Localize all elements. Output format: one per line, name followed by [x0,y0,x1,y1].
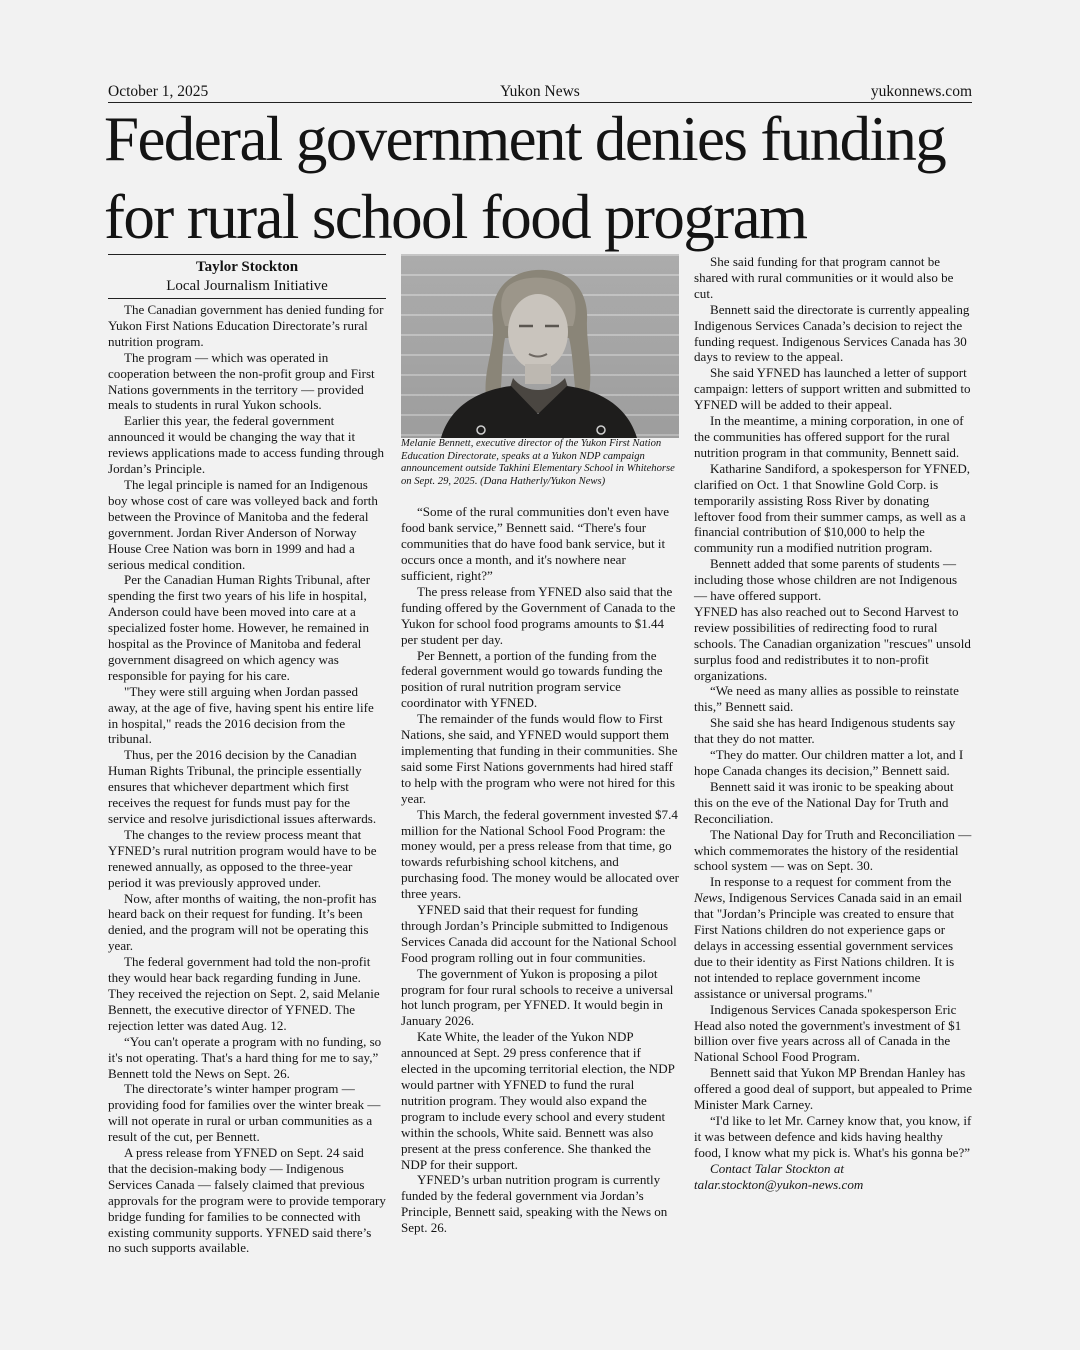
paragraph: The government of Yukon is proposing a pilot program for four rural schools to receive a universal hot lunch program, per YFNED. It would begin in January 2026. [401,965,674,1029]
paragraph: Bennett said that Yukon MP Brendan Hanley has offered a good deal of support, but appealed to Prime Minister Mark Carney. [694,1065,973,1113]
paragraph: Bennett added that some parents of students — including those whose children are not Indigenous — have offered support. [694,556,958,604]
contact-line: Contact Talar Stockton at [710,1160,844,1176]
isc-rest: , Indigenous Services Canada said in an email that "Jordan’s Principle was created to ensure that First Nations children do not experience gaps or delays in accessing essential government services due to their identity as First Nations children. It is not intended to replace government income assistance or universal programs." [694,890,963,1001]
article-column-2 [401,254,679,1236]
paragraph: This March, the federal government invested $7.4 million for the National School Food Program: the money would, per a press release from that time, go towards refurbishing school kitchens, and purchasing food. The money would be allocated over three years. [401,806,680,902]
masthead-date: October 1, 2025 [108,83,209,100]
paragraph: The legal principle is named for an Indigenous boy whose cost of care was volleyed back and forth between the Province of Manitoba and the federal government. Jordan River Anderson of Norway House Cree Nation was born in 1999 and had a serious medical condition. [108,476,378,572]
paragraph: A press release from YFNED on Sept. 24 said that the decision-making body — Indigenous Services Canada — falsely claimed that previous approvals for the program were to provide temporary bridge funding for families to be connected with existing community supports. YFNED said there’s no such supports available. [108,1145,386,1256]
paragraph: The directorate’s winter hamper program — providing food for families over the winter break — will not operate in rural or urban communities as a result of the cut, per Bennett. [108,1081,381,1145]
paragraph: YFNED has also reached out to Second Harvest to review possibilities of redirecting food to rural schools. The Canadian organization "rescues" unsold surplus food and redistributes it to non-profit organizations. [694,603,971,683]
paragraph: Now, after months of waiting, the non-profit has heard back on their request for funding. It’s been denied, and the program will not be operating this year. [108,890,377,954]
article-column-1 [108,254,386,1256]
paragraph: "They were still arguing when Jordan passed away, at the age of five, having spent his entire life in hospital," reads the 2016 decision from the tribunal. [108,683,374,747]
news-photo [401,254,679,438]
paragraph: The remainder of the funds would flow to First Nations, she said, and YFNED would support them implementing that funding in their communities. She said some First Nations governments had hired staff to help with the program who were not hired for this year. [401,711,678,806]
byline-organization: Local Journalism Initiative [166,278,328,294]
paragraph: “Some of the rural communities don't even have food bank service,” Bennett said. “There's four communities that do have food bank service, but it occurs once a month, and it's nowhere near sufficient, right?” [401,504,669,583]
paragraph: “They do matter. Our children matter a lot, and I hope Canada changes its decision,” Bennett said. [694,747,964,778]
paragraph: Per the Canadian Human Rights Tribunal, after spending the first two years of his life in hospital, Anderson could have been moved into care at a specialized foster home. However, he remained in hospital as the Province of Manitoba and federal government disagreed on which agency was responsible for paying for his care. [108,572,371,683]
isc-news: News [694,890,723,906]
paragraph: Kate White, the leader of the Yukon NDP announced at Sept. 29 press conference that if elected in the upcoming territorial election, the NDP would partner with YFNED to fund the rural nutrition program. They would also expand the program to include every school and every student within the schools, White said. Bennett was also present at the press conference. She thanked the NDP for their support. [401,1029,675,1172]
paragraph: Earlier this year, the federal government announced it would be changing the way that it reviews applications made to access funding through Jordan’s Principle. [108,413,385,477]
paragraph: Thus, per the 2016 decision by the Canadian Human Rights Tribunal, the principle essentially ensures that whichever department which first receives the request for funds must pay for the service and resolve jurisdictional issues afterwards. [108,747,377,826]
paragraph: The federal government had told the non-profit they would hear back regarding funding in June. They received the rejection on Sept. 2, said Melanie Bennett, the executive director of YFNED. The rejection letter was dated Aug. 12. [108,954,380,1033]
byline [108,254,386,299]
paragraph: The Canadian government has denied funding for Yukon First Nations Education Directorate’s rural nutrition program. [108,302,384,349]
masthead-website: yukonnews.com [870,83,972,100]
paragraph: Per Bennett, a portion of the funding from the federal government would go towards funding the position of rural nutrition program service coordinator with YFNED. [401,647,663,711]
article-column-3 [694,254,972,1192]
paragraph: “You can't operate a program with no funding, so it's not operating. That's a hard thing for me to say,” Bennett told the News on Sept. 26. [108,1033,382,1081]
paragraph: Katharine Sandiford, a spokesperson for YFNED, clarified on Oct. 1 that Snowline Gold Corp. is temporarily assisting Ross River by donating leftover food from their summer camps, as well as a financial contribution of $10,000 to help the community run a modified nutrition program. [694,460,971,556]
paragraph: YFNED said that their request for funding through Jordan’s Principle submitted to Indigenous Services Canada did account for the National School Food program rolling out in four communities. [401,902,677,965]
contact-email: talar.stockton@yukon-news.com [694,1176,864,1192]
paragraph: The program — which was operated in cooperation between the non-profit group and First Nations governments in the territory — provided meals to students in rural Yukon schools. [108,349,375,413]
isc-lead: In response to a request for comment from the [710,874,952,890]
column-2-text [401,504,679,1236]
paragraph: She said YFNED has launched a letter of support campaign: letters of support written and submitted to YFNED will be added to their appeal. [694,365,971,413]
masthead-paper-name: Yukon News [500,83,580,100]
paragraph: Indigenous Services Canada spokesperson Eric Head also noted the government's investment of $1 billion over five years across all of Canada in the National School Food Program. [694,1001,962,1065]
byline-author: Taylor Stockton [195,259,299,275]
paragraph: YFNED’s urban nutrition program is currently funded by the federal government via Jordan’s Principle, Bennett said, speaking with the News on Sept. 26. [401,1172,668,1236]
paragraph: “We need as many allies as possible to reinstate this,” Bennett said. [694,683,959,715]
paragraph: She said she has heard Indigenous students say that they do not matter. [694,715,956,747]
paragraph: The National Day for Truth and Reconciliation — which commemorates the history of the residential school system — was on Sept. 30. [694,826,972,874]
portrait-silhouette [401,254,679,438]
paragraph: She said funding for that program cannot be shared with rural communities or it would also be cut. [694,254,954,301]
paragraph: Bennett said it was ironic to be speaking about this on the eve of the National Day for Truth and Reconciliation. [694,778,954,826]
paragraph: The press release from YFNED also said that the funding offered by the Government of Canada to the Yukon for school food programs amounts to $1.44 per student per day. [401,583,676,647]
paragraph: The changes to the review process meant that YFNED’s rural nutrition program would have to be renewed annually, as opposed to the three-year period it was previously approved under. [108,826,377,890]
headline: Federal government denies funding for rural school food program [104,104,946,252]
photo-caption: Melanie Bennett, executive director of the Yukon First Nation Education Directorate, speaks at a Yukon NDP campaign announcement outside Takhini Elementary School in Whitehorse on Sept. 29, 2025. (Dana Hatherly/Yukon News) [401,438,675,487]
paragraph: Bennett said the directorate is currently appealing Indigenous Services Canada’s decision to reject the funding request. Indigenous Services Canada has 30 days to review to the appeal. [694,301,970,365]
paragraph: “I'd like to let Mr. Carney know that, you know, if it was between defence and kids having healthy food, I know what my pick is. What's his gonna be?” [694,1112,972,1160]
paragraph: In the meantime, a mining corporation, in one of the communities has offered support for the rural nutrition program in that community, Bennett said. [694,413,964,460]
paragraph-isc-response [694,874,972,1001]
